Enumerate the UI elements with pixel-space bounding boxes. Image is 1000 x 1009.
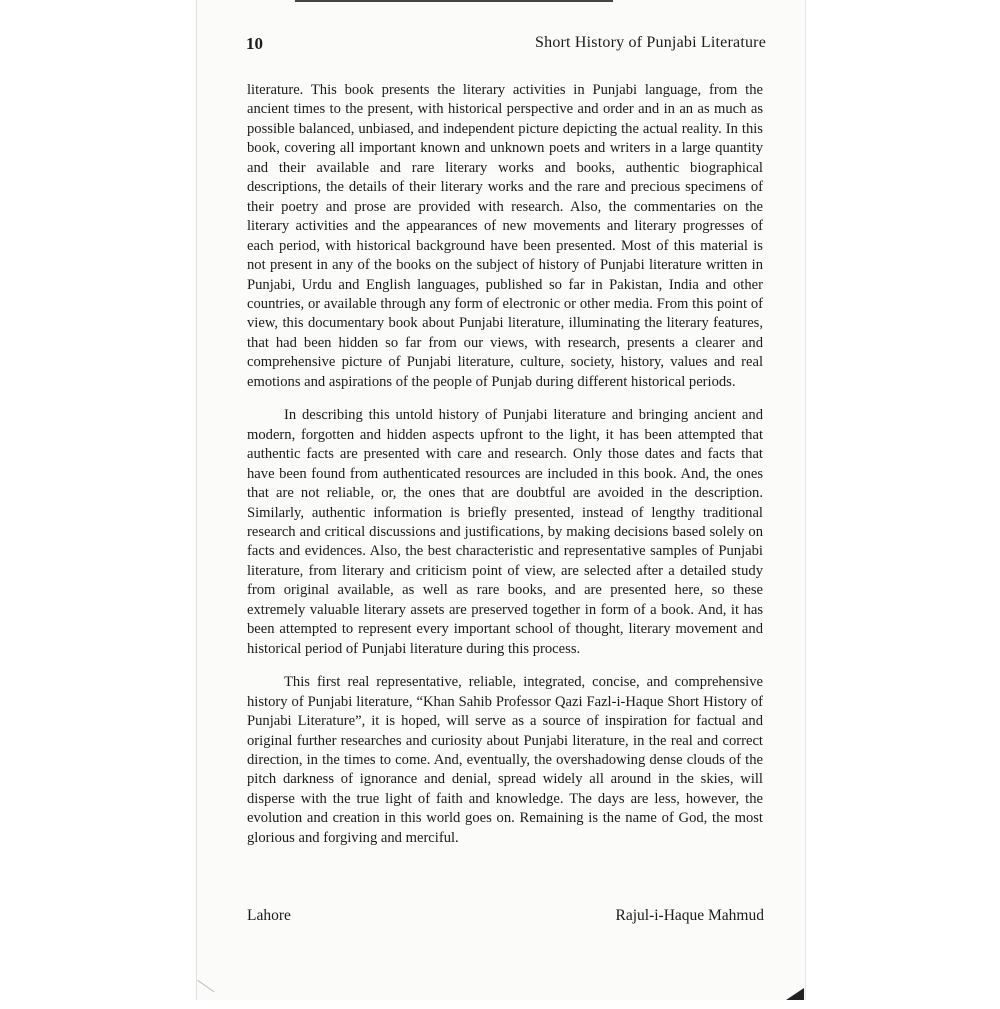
paragraph-1: literature. This book presents the literary activities in Punjabi language, from the ancient times to the present, with historical perspective and order and in an as much as possible balanced, unbiased, and independent picture depicting the actual reality. In this book, covering all important known and unknown poets and writers in a large quantity and their available and rare literary works and books, authentic biographical descriptions, the details of their literary works and the rare and precious specimens of their poetry and prose are provided with research. Also, the commentaries on the literary activities and the appearances of new movements and literary progresses of each period, with historical background have been presented. Most of this material is not present in any of the books on the subject of history of Punjabi literature written in Punjabi, Urdu and English languages, published so far in Pakistan, India and other countries, or available through any form of electronic or other media. From this point of view, this documentary book about Punjabi literature, illuminating the literary features, that had been hidden so far from our views, with research, presents a clearer and comprehensive picture of Punjabi literature, culture, society, history, values and real emotions and aspirations of the people of Punjab during different historical periods.: [247, 82, 763, 390]
signature-author: Rajul-i-Haque Mahmud: [615, 907, 764, 924]
body-text: [247, 81, 763, 848]
page-header: [246, 34, 766, 58]
page-top-edge: [295, 0, 613, 2]
running-title: Short History of Punjabi Literature: [535, 34, 766, 51]
signature-line: [247, 907, 764, 929]
paragraph-2: In describing this untold history of Punjabi literature and bringing ancient and modern, forgotten and hidden aspects upfront to the light, it has been attempted that authentic facts are presented with care and research. Only those dates and facts that have been found from authenticated resources are included in this book. And, the ones that are not reliable, or, the ones that are doubtful are avoided in the description. Similarly, authentic information is briefly presented, instead of lengthy traditional research and critical discussions and justifications, by making decisions based solely on facts and evidences. Also, the best characteristic and representative samples of Punjabi literature, from literary and criticism point of view, are selected after a detailed study from original available, as well as rare books, and are presented here, so these extremely valuable literary assets are preserved together in form of a book. And, it has been attempted to represent every important school of thought, literary movement and historical period of Punjabi literature during this process.: [247, 407, 763, 657]
paragraph-3: This first real representative, reliable, integrated, concise, and comprehensive history of Punjabi literature, “Khan Sahib Professor Qazi Fazl-i-Haque Short History of Punjabi Literature”, it is hoped, will serve as a source of inspiration for factual and original further researches and curiosity about Punjabi literature, in the real and correct direction, in the times to come. And, eventually, the overshadowing dense clouds of the pitch darkness of ignorance and denial, spread widely all around in the skies, will disperse with the true light of faith and knowledge. The days are less, however, the evolution and creation in this world goes on. Remaining is the name of God, the most glorious and forgiving and merciful.: [247, 674, 763, 846]
page-number: 10: [246, 34, 263, 53]
signature-place: Lahore: [247, 907, 291, 924]
